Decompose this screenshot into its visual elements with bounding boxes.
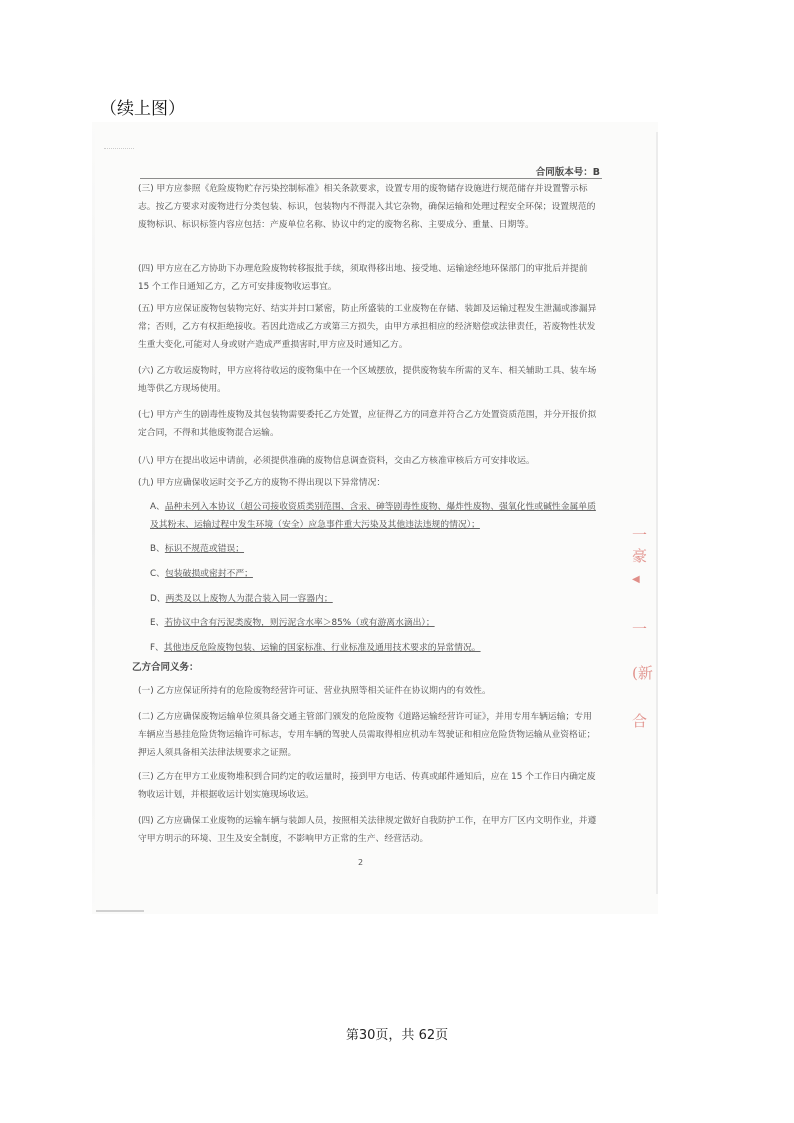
scan-artifact <box>104 148 134 151</box>
sub-item-text: 标识不规范或错误； <box>164 544 245 554</box>
sub-item-text: 包装破损或密封不严； <box>164 569 253 579</box>
sub-item-f <box>150 639 600 657</box>
clause-7: (七) 甲方产生的剧毒性废物及其包装物需要委托乙方处置，应征得乙方的同意并符合乙方处置资质范围，并分开报价拟定合同，不得和其他废物混合运输。 <box>138 410 597 438</box>
clause-9: (九) 甲方应确保收运时交予乙方的废物不得出现以下异常情况： <box>138 478 386 488</box>
clause-3: (三) 甲方应参照《危险废物贮存污染控制标准》相关条款要求，设置专用的废物储存设施进行规范储存并设置警示标志。按乙方要求对废物进行分类包装、标识，包装物内不得混入其它杂物，确保运输和处理过程安全环保；设置规范的废物标识、标识标签内容应包括：产废单位名称、协议中约定的废物名称、主要成分、重量、日期等。 <box>138 184 596 230</box>
party-b-clause-4: (四) 乙方应确保工业废物的运输车辆与装卸人员，按照相关法律规定做好自我防护工作，在甲方厂区内文明作业，并遵守甲方明示的环境、卫生及安全制度，不影响甲方正常的生产、经营活动。 <box>138 816 597 844</box>
party-b-clause-2: (二) 乙方应确保废物运输单位须具备交通主管部门颁发的危险废物《道路运输经营许可证》，并用专用车辆运输；专用车辆应当悬挂危险货物运输许可标志，专用车辆的驾驶人员需取得相应机动车驾驶证和相应危险货物运输从业资格证；押运人须具备相关法律法规要求之证照。 <box>138 712 596 758</box>
seal-fragment: 合 <box>632 712 648 730</box>
sub-item-letter: D、 <box>150 594 166 604</box>
contract-version-label: 合同版本号：B <box>535 167 600 178</box>
seal-fragment: ◀ <box>632 574 640 585</box>
sub-item-letter: B、 <box>150 544 165 554</box>
sub-item-letter: E、 <box>150 618 165 628</box>
sub-item-text: 其他违反危险废物包装、运输的国家标准、行业标准及通用技术要求的异常情况。 <box>163 643 481 653</box>
page-footer: 第30页，共 62页 <box>345 1028 449 1043</box>
clause-5: (五) 甲方应保证废物包装物完好、结实并封口紧密，防止所盛装的工业废物在存储、装卸及运输过程发生泄漏或渗漏异常；否则，乙方有权拒绝接收。若因此造成乙方或第三方损失，由甲方承担相应的经济赔偿或法律责任，若废物性状发生重大变化,可能对人身或财产造成严重损害时,甲方应及时通知乙方。 <box>138 304 597 350</box>
sub-item-letter: F、 <box>150 643 164 653</box>
sub-item-letter: A、 <box>150 502 165 512</box>
inner-page-number: 2 <box>358 858 364 867</box>
sub-item-c <box>150 565 600 583</box>
continuation-label: （续上图） <box>100 99 185 119</box>
header-rule <box>140 178 602 179</box>
seal-fragment: 一 <box>632 620 648 638</box>
sub-item-text: 若协议中含有污泥类废物，则污泥含水率＞85%（或有游离水滴出）； <box>164 618 435 628</box>
seal-fragment: 一豪 <box>632 526 648 565</box>
clause-6: (六) 乙方收运废物时，甲方应将待收运的废物集中在一个区域摆放，提供废物装车所需的叉车、相关辅助工具、装车场地等供乙方现场使用。 <box>138 366 597 394</box>
sub-item-text: 两类及以上废物人为混合装入同一容器内； <box>165 594 333 604</box>
sub-item-a <box>150 498 600 534</box>
party-b-obligations-title: 乙方合同义务： <box>132 662 199 673</box>
sub-item-letter: C、 <box>150 569 165 579</box>
sub-item-d <box>150 590 600 608</box>
sub-item-text: 品种未列入本协议（超公司接收资质类别范围、含汞、砷等剧毒性废物、爆炸性废物、强氧化性或碱性金属单质及其粉末、运输过程中发生环境（安全）应急事件重大污染及其他违法违规的情况）； <box>150 502 596 530</box>
seal-fragment: (新 <box>632 664 653 682</box>
sub-item-e <box>150 614 600 632</box>
sub-item-b <box>150 540 600 558</box>
clause-8: (八) 甲方在提出收运申请前，必须提供准确的废物信息调查资料，交由乙方核准审核后方可安排收运。 <box>138 456 535 466</box>
scanned-contract-page <box>92 122 658 914</box>
party-b-clause-3: (三) 乙方在甲方工业废物堆积到合同约定的收运量时，接到甲方电话、传真或邮件通知后，应在 15 个工作日内确定废物收运计划，并根据收运计划实施现场收运。 <box>138 772 596 800</box>
scan-artifact <box>96 910 144 912</box>
clause-4: (四) 甲方应在乙方协助下办理危险废物转移报批手续，须取得移出地、接受地、运输途经地环保部门的审批后并提前 15 个工作日通知乙方，乙方可安排废物收运事宜。 <box>138 264 588 292</box>
party-b-clause-1: (一) 乙方应保证所持有的危险废物经营许可证、营业执照等相关证件在协议期内的有效性。 <box>138 686 491 696</box>
